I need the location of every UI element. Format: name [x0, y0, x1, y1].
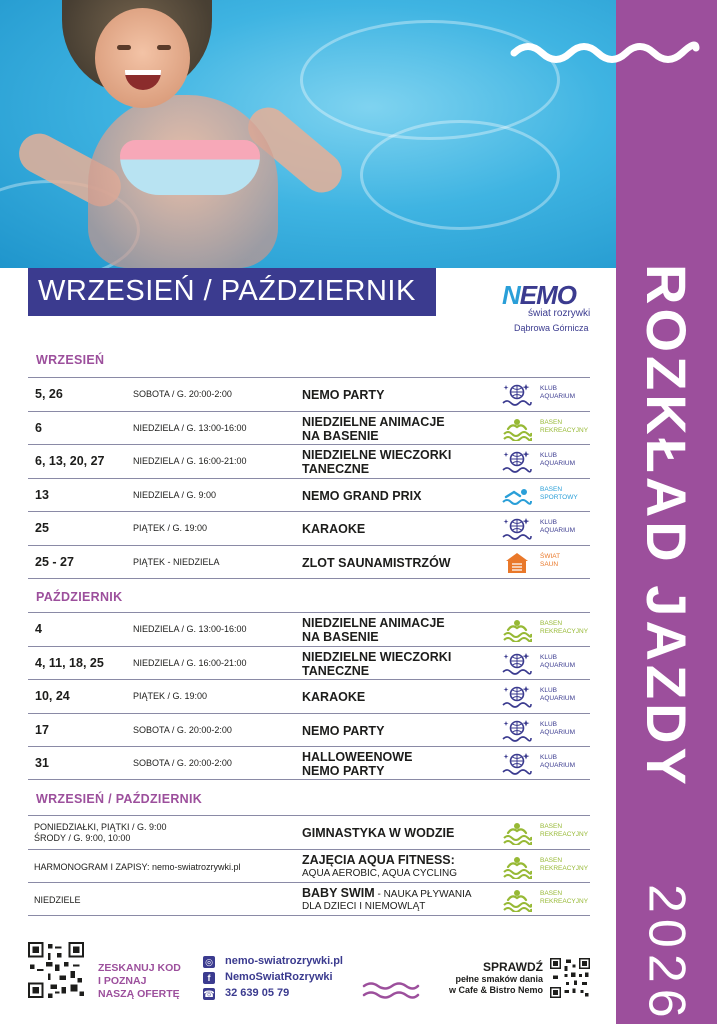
venue-label: BASEN REKREACYJNY	[540, 620, 589, 635]
event-name	[302, 388, 384, 402]
swimmer-waves-icon	[502, 821, 532, 845]
event-name-line: NA BASENIE	[302, 630, 379, 644]
globe-icon: ◎	[203, 956, 215, 968]
event-date: 13	[35, 487, 49, 502]
event-time: NIEDZIELA / G. 13:00-16:00	[133, 422, 247, 433]
nemo-logo: NEMO świat rozrywki Dąbrowa Górnicza	[502, 280, 591, 333]
wave-decoration-icon	[362, 980, 420, 1002]
schedule-row	[28, 679, 590, 713]
event-name	[302, 489, 421, 503]
event-name-line: NIEDZIELNE ANIMACJE	[302, 616, 445, 630]
recurring-info: HARMONOGRAM I ZAPISY: nemo-swiatrozrywki.pl	[34, 861, 241, 872]
recurring-row	[28, 882, 590, 916]
swimmer-waves-icon	[502, 618, 532, 642]
disco-ball-wave-icon	[502, 719, 532, 743]
event-date: 31	[35, 756, 49, 771]
september-schedule	[28, 377, 590, 579]
recurring-schedule	[28, 815, 590, 916]
event-name	[302, 556, 451, 570]
swimmer-waves-icon	[502, 417, 532, 441]
event-name-line: KARAOKE	[302, 690, 366, 705]
venue-label: KLUB AQUARIUM	[540, 754, 576, 770]
year-label: 2026	[637, 884, 696, 1024]
event-name	[302, 724, 384, 738]
schedule-title: ROZKŁAD JAZDY	[635, 264, 698, 789]
scan-qr-cta: ZESKANUJ KOD I POZNAJ NASZĄ OFERTĘ	[98, 962, 181, 1000]
event-name-line: TANECZNE	[302, 462, 370, 477]
venue-label: KLUB AQUARIUM	[540, 452, 576, 468]
bistro-promo: SPRAWDŹ pełne smaków dania w Cafe & Bistro Nemo	[430, 960, 543, 996]
disco-ball-wave-icon	[502, 652, 532, 676]
event-time: PIĄTEK / G. 19:00	[133, 691, 208, 702]
phone-icon: ☎	[203, 989, 215, 999]
event-time: NIEDZIELA / G. 16:00-21:00	[133, 657, 247, 668]
qr-code-icon[interactable]	[550, 958, 590, 998]
event-name-line: NEMO PARTY	[302, 723, 385, 738]
section-title-september: WRZESIEŃ	[36, 353, 105, 367]
schedule-row	[28, 478, 590, 512]
event-name-line: KARAOKE	[302, 522, 366, 537]
event-name	[302, 448, 451, 476]
phone-number[interactable]: 32 639 05 79	[225, 987, 290, 999]
event-subtitle: AQUA AEROBIC, AQUA CYCLING	[302, 867, 458, 879]
event-name-line: TANECZNE	[302, 663, 370, 678]
bistro-promo-title: SPRAWDŹ	[483, 960, 543, 974]
event-name: ZAJĘCIA AQUA FITNESS:	[302, 852, 455, 867]
venue-label: BASEN SPORTOWY	[540, 485, 578, 501]
venue-label: KLUB AQUARIUM	[540, 720, 576, 736]
schedule-row	[28, 646, 590, 680]
schedule-row	[28, 545, 590, 579]
event-time: PIĄTEK - NIEDZIELA	[133, 556, 220, 567]
facebook-icon: f	[203, 972, 215, 984]
recurring-info: NIEDZIELE	[34, 895, 81, 906]
event-name	[302, 690, 365, 704]
event-name-line: NA BASENIE	[302, 428, 379, 443]
event-name: GIMNASTYKA W WODZIE	[302, 826, 455, 840]
venue-label: BASEN REKREACYJNY	[540, 418, 589, 434]
venue-label: BASEN REKREACYJNY	[540, 890, 589, 906]
event-time: NIEDZIELA / G. 13:00-16:00	[133, 624, 247, 634]
event-name	[302, 616, 445, 644]
event-date: 5, 26	[35, 387, 63, 401]
months-banner	[28, 268, 436, 316]
event-date: 17	[35, 722, 49, 737]
recurring-info: PONIEDZIAŁKI, PIĄTKI / G. 9:00 ŚRODY / G. 9:00, 10:00	[34, 822, 167, 843]
event-date: 25	[35, 521, 49, 536]
recurring-row	[28, 815, 590, 849]
months-banner-text: WRZESIEŃ / PAŹDZIERNIK	[38, 275, 416, 307]
logo-city: Dąbrowa Górnicza	[514, 323, 589, 333]
schedule-row	[28, 411, 590, 445]
disco-ball-wave-icon	[502, 752, 532, 776]
section-title-october: PAŹDZIERNIK	[36, 590, 123, 604]
schedule-row	[28, 612, 590, 646]
schedule-row	[28, 511, 590, 545]
venue-label: KLUB AQUARIUM	[540, 653, 576, 669]
event-time: SOBOTA / G. 20:00-2:00	[133, 724, 232, 735]
event-name	[302, 522, 365, 536]
october-schedule	[28, 612, 590, 780]
event-subtitle: DLA DZIECI I NIEMOWLĄT	[302, 901, 426, 913]
event-date: 25 - 27	[35, 554, 74, 569]
event-date: 4, 11, 18, 25	[35, 655, 104, 670]
qr-code-icon[interactable]	[28, 942, 84, 998]
schedule-row	[28, 377, 590, 411]
event-date: 10, 24	[35, 689, 70, 704]
sauna-icon	[502, 551, 532, 575]
event-name-line: NIEDZIELNE WIECZORKI	[302, 448, 452, 463]
venue-label: KLUB AQUARIUM	[540, 519, 576, 535]
venue-label: BASEN REKREACYJNY	[540, 856, 589, 872]
venue-label: KLUB AQUARIUM	[540, 687, 576, 703]
disco-ball-wave-icon	[502, 383, 532, 407]
logo-tagline: świat rozrywki	[528, 308, 591, 319]
event-name-line: NEMO PARTY	[302, 388, 385, 402]
event-time: SOBOTA / G. 20:00-2:00	[133, 758, 232, 769]
schedule-row	[28, 746, 590, 780]
event-name-line: NEMO PARTY	[302, 764, 385, 779]
event-name	[302, 650, 451, 678]
event-name	[302, 415, 445, 443]
event-time: NIEDZIELA / G. 16:00-21:00	[133, 456, 247, 467]
event-name-line: HALLOWEENOWE	[302, 750, 413, 765]
event-name	[302, 750, 412, 778]
swimmer-waves-icon	[502, 888, 532, 912]
event-name-line: NEMO GRAND PRIX	[302, 488, 422, 503]
facebook-link[interactable]: NemoSwiatRozrywki	[225, 971, 333, 983]
swimmer-icon	[502, 484, 532, 508]
wave-decoration-icon	[510, 40, 700, 66]
event-time: NIEDZIELA / G. 9:00	[133, 489, 217, 500]
event-time: PIĄTEK / G. 19:00	[133, 523, 208, 534]
recurring-row	[28, 849, 590, 883]
event-name-line: NIEDZIELNE ANIMACJE	[302, 414, 445, 429]
event-date: 6	[35, 420, 42, 435]
event-time: SOBOTA / G. 20:00-2:00	[133, 389, 232, 399]
website-link[interactable]: nemo-swiatrozrywki.pl	[225, 955, 343, 967]
event-name-line: NIEDZIELNE WIECZORKI	[302, 649, 452, 664]
schedule-row	[28, 444, 590, 478]
swimmer-waves-icon	[502, 855, 532, 879]
section-title-recurring: WRZESIEŃ / PAŹDZIERNIK	[36, 792, 203, 806]
disco-ball-wave-icon	[502, 450, 532, 474]
event-name: BABY SWIM - NAUKA PŁYWANIA	[302, 886, 472, 901]
venue-label: BASEN REKREACYJNY	[540, 823, 589, 838]
disco-ball-wave-icon	[502, 685, 532, 709]
disco-ball-wave-icon	[502, 517, 532, 541]
venue-label: KLUB AQUARIUM	[540, 385, 576, 400]
event-name-line: ZLOT SAUNAMISTRZÓW	[302, 555, 451, 570]
event-date: 6, 13, 20, 27	[35, 454, 105, 469]
venue-label: ŚWIAT SAUN	[540, 552, 561, 568]
event-date: 4	[35, 622, 42, 636]
schedule-row	[28, 713, 590, 747]
